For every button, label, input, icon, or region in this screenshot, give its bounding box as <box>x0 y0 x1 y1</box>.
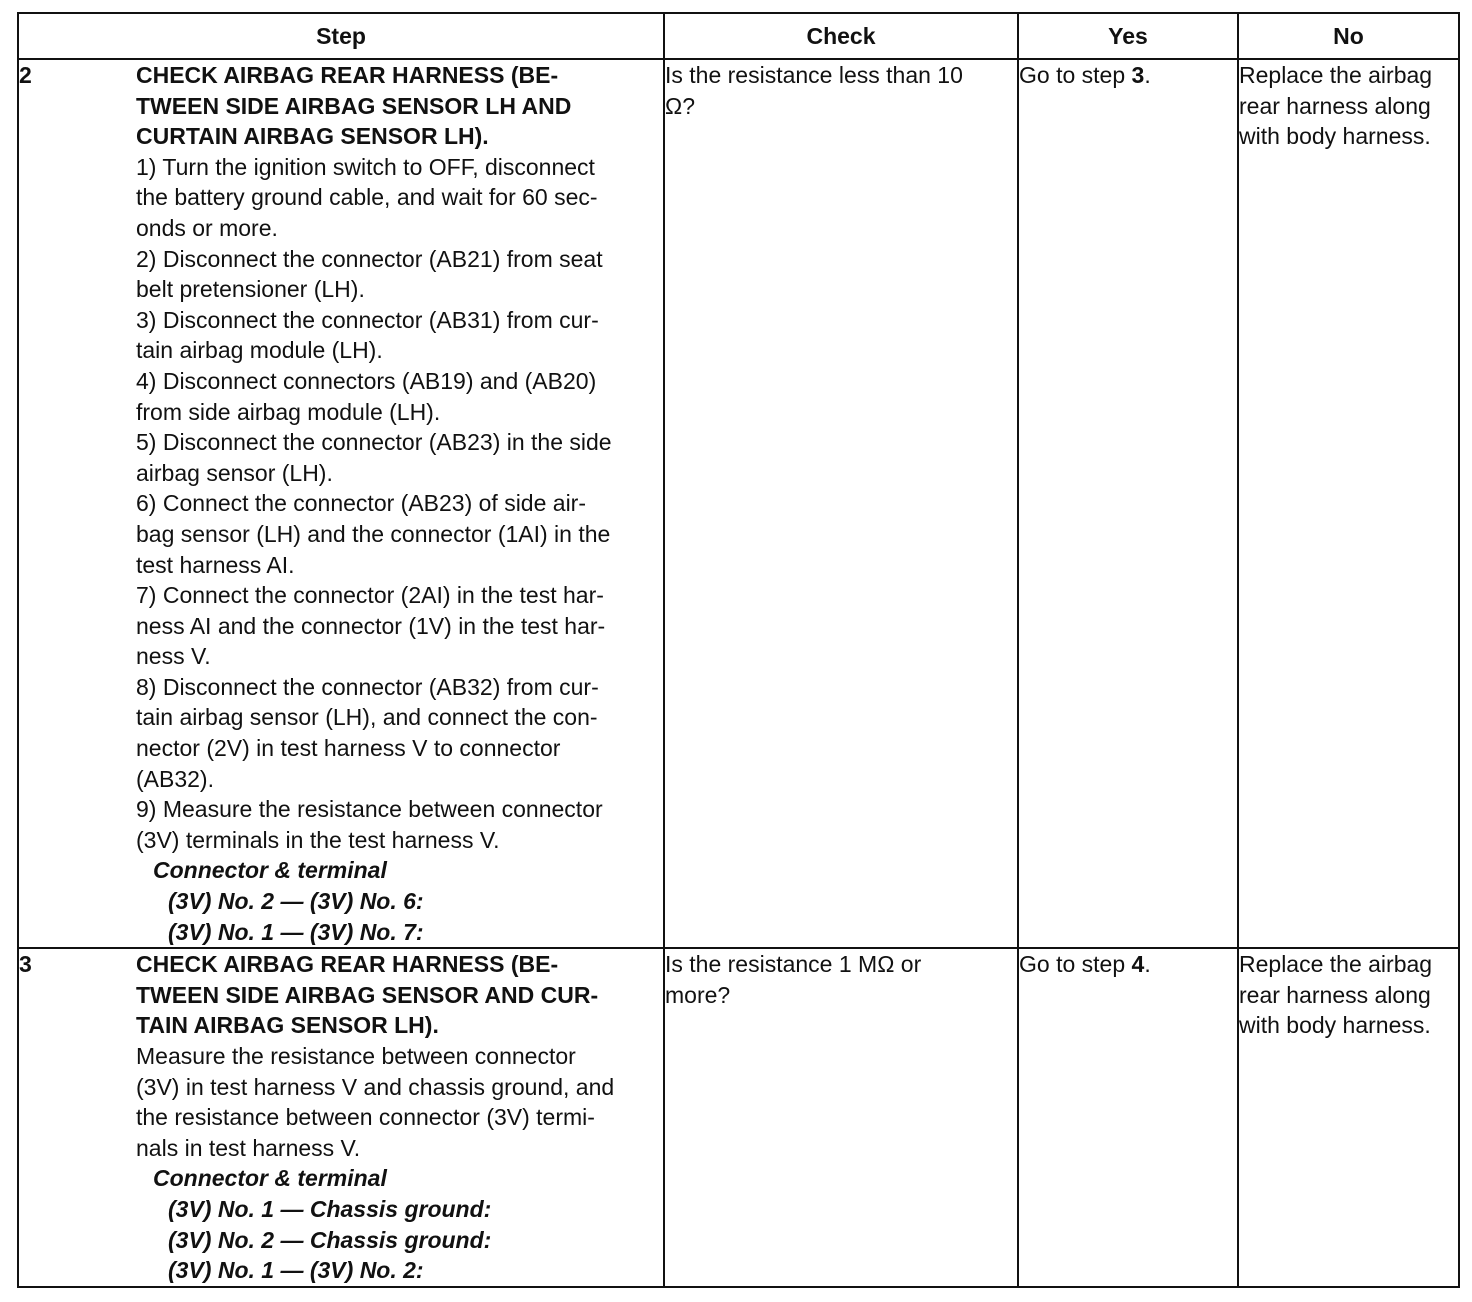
instruction-line: 2) Disconnect the connector (AB21) from seat <box>136 245 603 272</box>
header-no: No <box>1238 13 1459 59</box>
step-title-line: CURTAIN AIRBAG SENSOR LH). <box>136 123 489 150</box>
no-text-line: Replace the airbag <box>1239 951 1433 978</box>
instruction-line: the resistance between connector (3V) termi- <box>136 1104 595 1131</box>
step-number: 2 <box>18 59 136 948</box>
yes-prefix: Go to step <box>1019 62 1132 88</box>
instruction-line: Measure the resistance between connector <box>136 1043 576 1069</box>
header-row <box>18 13 1459 59</box>
instruction-line: the battery ground cable, and wait for 60 sec- <box>136 184 598 211</box>
step-title-line: TAIN AIRBAG SENSOR LH). <box>136 1012 439 1039</box>
instruction-line: ness AI and the connector (1V) in the test har- <box>136 612 606 639</box>
instruction-line: bag sensor (LH) and the connector (1AI) in the <box>136 520 611 547</box>
instruction-line: 3) Disconnect the connector (AB31) from cur- <box>136 306 599 333</box>
instruction-line: test harness AI. <box>136 551 295 578</box>
step-title-line: TWEEN SIDE AIRBAG SENSOR LH AND <box>136 92 572 119</box>
step-title-line: TWEEN SIDE AIRBAG SENSOR AND CUR- <box>136 981 599 1008</box>
yes-prefix: Go to step <box>1019 951 1132 978</box>
instruction-line: from side airbag module (LH). <box>136 398 441 425</box>
yes-text <box>1019 949 1237 980</box>
instruction-line: ness V. <box>136 643 211 670</box>
no-cell <box>1238 948 1459 1287</box>
connector-terminal-label: Connector & terminal <box>153 1165 387 1192</box>
yes-text <box>1019 60 1237 91</box>
header-check: Check <box>664 13 1018 59</box>
yes-cell <box>1018 59 1238 948</box>
instruction-line: 9) Measure the resistance between connector <box>136 796 603 823</box>
instruction-line: 1) Turn the ignition switch to OFF, disconnect <box>136 153 595 180</box>
instruction-line: (3V) in test harness V and chassis ground, and <box>136 1073 615 1100</box>
no-text-line: rear harness along <box>1239 92 1431 119</box>
step-body <box>136 59 664 948</box>
check-text-line: more? <box>665 981 731 1008</box>
table-row-step-3 <box>18 948 1459 1287</box>
header-yes: Yes <box>1018 13 1238 59</box>
terminal-spec: (3V) No. 1 — (3V) No. 2: <box>168 1257 424 1284</box>
instruction-line: tain airbag sensor (LH), and connect the con- <box>136 704 598 731</box>
yes-cell <box>1018 948 1238 1287</box>
check-text-line: Is the resistance less than 10 <box>665 62 963 88</box>
yes-suffix: . <box>1144 62 1151 88</box>
instruction-line: 5) Disconnect the connector (AB23) in the side <box>136 429 612 456</box>
step-number: 3 <box>18 948 136 1287</box>
instruction-line: onds or more. <box>136 214 278 241</box>
step-body <box>136 948 664 1287</box>
terminal-spec: (3V) No. 1 — Chassis ground: <box>168 1195 492 1222</box>
instruction-line: belt pretensioner (LH). <box>136 276 365 303</box>
instruction-line: 6) Connect the connector (AB23) of side air- <box>136 490 587 517</box>
table-row-step-2 <box>18 59 1459 948</box>
check-text-line: Is the resistance 1 MΩ or <box>665 951 922 978</box>
header-step: Step <box>18 13 664 59</box>
no-text-line: with body harness. <box>1239 123 1431 150</box>
instruction-line: 4) Disconnect connectors (AB19) and (AB20) <box>136 367 597 394</box>
instruction-line: 7) Connect the connector (2AI) in the test har- <box>136 582 604 609</box>
instruction-line: (AB32). <box>136 765 214 792</box>
instruction-line: 8) Disconnect the connector (AB32) from cur- <box>136 673 599 700</box>
yes-step-number: 4 <box>1131 951 1145 978</box>
instruction-line: nals in test harness V. <box>136 1134 361 1161</box>
check-cell <box>664 59 1018 948</box>
yes-step-number: 3 <box>1131 62 1145 88</box>
terminal-spec: (3V) No. 2 — Chassis ground: <box>168 1226 492 1253</box>
connector-terminal-label: Connector & terminal <box>153 857 387 884</box>
no-text-line: rear harness along <box>1239 981 1431 1008</box>
terminal-spec: (3V) No. 1 — (3V) No. 7: <box>168 918 424 945</box>
check-cell <box>664 948 1018 1287</box>
step-title-line: CHECK AIRBAG REAR HARNESS (BE- <box>136 62 559 88</box>
instruction-line: tain airbag module (LH). <box>136 337 383 364</box>
instruction-line: (3V) terminals in the test harness V. <box>136 826 500 853</box>
no-text-line: with body harness. <box>1239 1012 1431 1039</box>
instruction-line: nector (2V) in test harness V to connector <box>136 735 561 762</box>
yes-suffix: . <box>1144 951 1151 978</box>
diagnostic-table <box>17 12 1460 1288</box>
no-text-line: Replace the airbag <box>1239 62 1433 88</box>
instruction-line: airbag sensor (LH). <box>136 459 333 486</box>
check-text-line: Ω? <box>665 92 695 119</box>
step-title-line: CHECK AIRBAG REAR HARNESS (BE- <box>136 951 559 978</box>
no-cell <box>1238 59 1459 948</box>
terminal-spec: (3V) No. 2 — (3V) No. 6: <box>168 888 424 915</box>
